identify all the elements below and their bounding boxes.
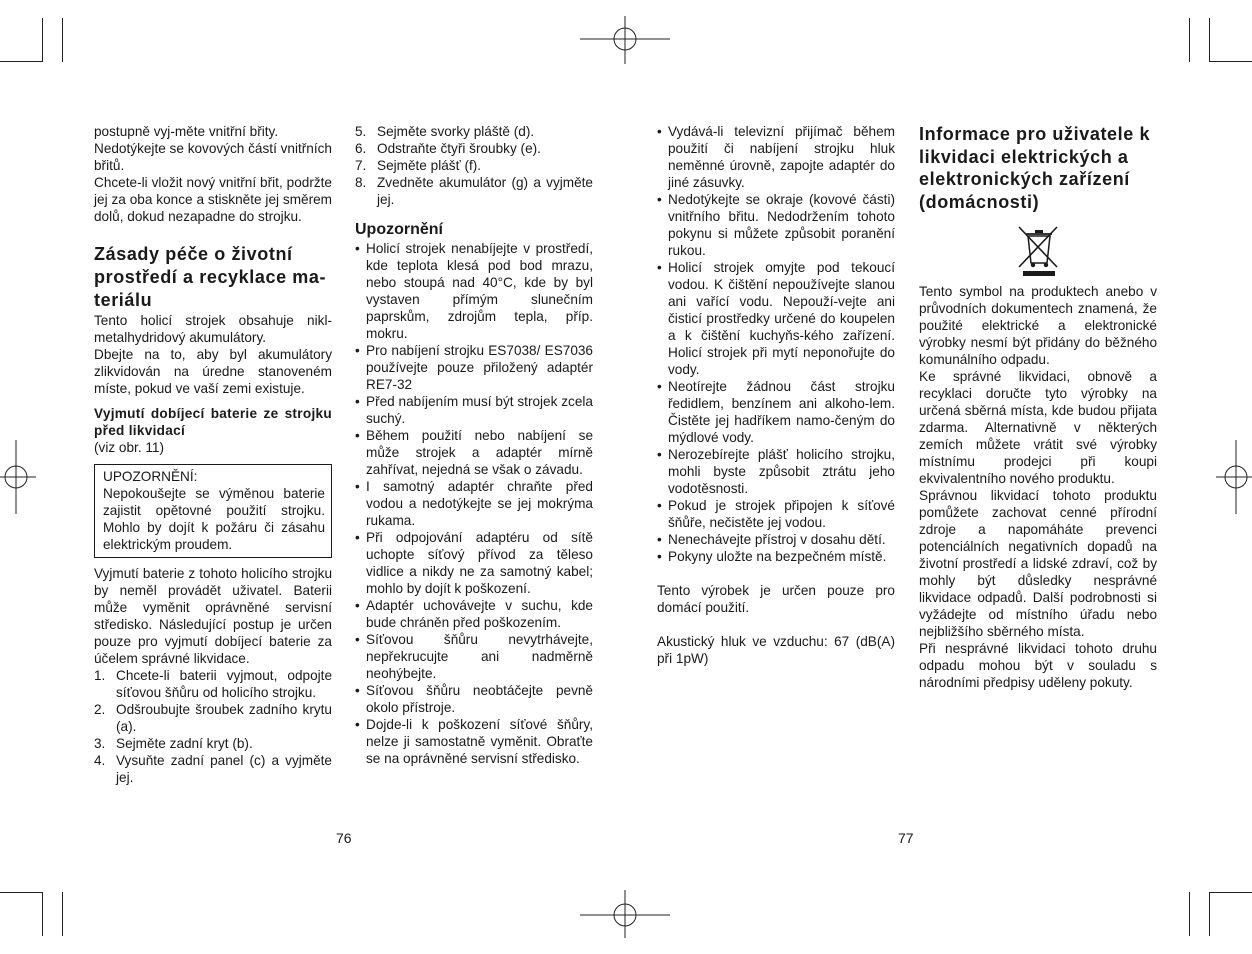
paragraph: Nedotýkejte se kovových částí vnitřních břitů. <box>94 141 332 173</box>
page-number-right: 77 <box>898 830 914 846</box>
list-item: • Adaptér uchovávejte v suchu, kde bude chráněn před poškozením. <box>355 597 593 631</box>
list-item: 5. Sejměte svorky pláště (d). <box>355 124 535 139</box>
crop-mark <box>0 61 42 62</box>
crossed-out-wheelie-bin-icon <box>1015 225 1063 277</box>
subheading: Vyjmutí dobíjecí baterie ze strojku před likvidací <box>94 406 332 438</box>
registration-mark <box>0 440 36 514</box>
crop-mark <box>1189 892 1190 936</box>
crop-mark <box>1210 61 1252 62</box>
list-item: • Holicí strojek nenabíjejte v prostředí, kde teplota klesá pod bod mrazu, nebo stoupá nad 40°C, kde by byl vystaven přímým slunečním paprskům, zdrojům tepla, příp. mokru. <box>355 240 593 342</box>
list-item: • Během použití nebo nabíjení se může strojek a adaptér mírně zahřívat, nejedná se však o závadu. <box>355 427 593 478</box>
list-item: • Dojde-li k poškození síťové šňůry, nelze ji samostatně vyměnit. Obraťte se na oprávněné servisní středisko. <box>355 716 593 767</box>
list-item: • Při odpojování adaptéru od sítě uchopte síťový přívod za těleso vidlice a nikdy ne za samotný kabel; mohlo by dojít k poškození. <box>355 529 593 597</box>
crop-mark <box>62 892 63 936</box>
bullet-list <box>657 123 895 565</box>
warning-title: UPOZORNĚNÍ: <box>103 469 198 484</box>
page-number-left: 76 <box>336 830 352 846</box>
list-item: • I samotný adaptér chraňte před vodou a nedotýkejte se jej mokrýma rukama. <box>355 478 593 529</box>
list-item: • Síťovou šňůru nevytrhávejte, nepřekrucujte ani nadměrně neohýbejte. <box>355 631 593 682</box>
column-1 <box>94 123 332 786</box>
list-item: 4. Vysuňte zadní panel (c) a vyjměte jej. <box>94 753 332 785</box>
list-item: • Neotírejte žádnou část strojku ředidlem, benzínem ani alkoho-lem. Čistěte jej hadříkem namo-čeným do mýdlové vody. <box>657 378 895 446</box>
list-item: 2. Odšroubujte šroubek zadního krytu (a). <box>94 702 332 734</box>
warning-box <box>94 464 332 558</box>
warning-text: Nepokoušejte se výměnou baterie zajistit opětovné použití strojku. Mohlo by dojít k požáru či zásahu elektrickým proudem. <box>103 486 325 552</box>
section-heading: Informace pro uživatele k likvidaci elektrických a elektronických zařízení (domácnosti) <box>919 124 1151 212</box>
paragraph: Tento holicí strojek obsahuje nikl-metalhydridový akumulátory. <box>94 313 332 345</box>
crop-mark <box>1209 892 1210 936</box>
list-item: • Pro nabíjení strojku ES7038/ ES7036 používejte pouze přiložený adaptér RE7-32 <box>355 342 593 393</box>
steps-list <box>94 667 332 786</box>
list-item: • Síťovou šňůru neobtáčejte pevně okolo přístroje. <box>355 682 593 716</box>
paragraph: Tento výrobek je určen pouze pro domácí použití. <box>657 583 895 615</box>
list-item: • Vydává-li televizní přijímač během použití či nabíjení strojku hluk neměnné úrovně, zapojte adaptér do jiné zásuvky. <box>657 123 895 191</box>
registration-mark <box>1216 440 1252 514</box>
paragraph: postupně vyj-měte vnitřní břity. <box>94 124 279 139</box>
crop-mark <box>1209 18 1210 62</box>
paragraph: Ke správné likvidaci, obnově a recyklaci doručte tyto výrobky na určená sběrná místa, kde budou přijata zdarma. Alternativně v některých zemích můžete vrátit své výrobky místnímu prodejci při koupi ekvivalentního nového produktu. <box>919 369 1157 486</box>
registration-mark <box>580 890 670 938</box>
list-item: 1. Chcete-li baterii vyjmout, odpojte síťovou šňůru od holicího strojku. <box>94 668 332 700</box>
paragraph: Vyjmutí baterie z tohoto holicího strojku by neměl provádět uživatel. Baterii může vyměnit oprávněné servisní středisko. Následující postup je určen pouze pro vyjmutí dobíjecí baterie za účelem správné likvidace. <box>94 566 332 666</box>
section-heading: Upozornění <box>355 221 443 238</box>
list-item: • Pokyny uložte na bezpečném místě. <box>657 548 895 565</box>
paragraph: Dbejte na to, aby byl akumulátory zlikvidován na úredne stanoveném míste, pokud ve vaší zemi existuje. <box>94 347 332 396</box>
crop-mark <box>42 18 43 62</box>
list-item: • Před nabíjením musí být strojek zcela suchý. <box>355 393 593 427</box>
list-item: • Nedotýkejte se okraje (kovové části) vnitřního břitu. Nedodržením tohoto pokynu si můžete způsobit poranění rukou. <box>657 191 895 259</box>
list-item: 3. Sejměte zadní kryt (b). <box>94 736 253 751</box>
list-item: • Holicí strojek omyjte pod tekoucí vodou. K čištění nepoužívejte slanou ani vařící vodu. Nepouží-vejte ani čisticí prostředky určené do koupelen a k čištění kuchyňs-kého zařízení. Holicí strojek při mytí neponořujte do vody. <box>657 259 895 378</box>
crop-mark <box>1189 18 1190 62</box>
paragraph: Akustický hluk ve vzduchu: 67 (dB(A) při 1pW) <box>657 634 895 666</box>
column-4 <box>919 123 1157 691</box>
paragraph: Tento symbol na produktech anebo v průvodních dokumentech znamená, že použité elektrické a elektronické výrobky nesmí být přidány do běžného komunálního odpadu. <box>919 284 1157 367</box>
figure-reference: (viz obr. 11) <box>94 440 165 455</box>
bullet-list <box>355 240 593 767</box>
list-item: • Pokud je strojek připojen k síťové šňůře, nečistěte jej vodou. <box>657 497 895 531</box>
list-item: 7. Sejměte plášť (f). <box>355 158 482 173</box>
steps-list <box>355 123 593 208</box>
list-item: 8. Zvedněte akumulátor (g) a vyjměte jej. <box>355 175 593 207</box>
crop-mark <box>1210 892 1252 893</box>
registration-mark <box>580 16 670 64</box>
paragraph: Správnou likvidací tohoto produktu pomůžete zachovat cenné přírodní zdroje a napomáháte prevenci potenciálních negativních dopadů na životní prostředí a lidské zdraví, což by mohly být důsledky nesprávné likvidace odpadů. Další podrobnosti si vyžádejte od místního úřadu nebo nejbližšího sběrného místa. <box>919 488 1157 639</box>
list-item: • Nerozebírejte plášť holicího strojku, mohli byste způsobit ztrátu jeho vodotěsnosti. <box>657 446 895 497</box>
crop-mark <box>42 892 43 936</box>
list-item: 6. Odstraňte čtyři šroubky (e). <box>355 141 541 156</box>
crop-mark <box>0 892 42 893</box>
column-2 <box>355 123 593 767</box>
paragraph: Při nesprávné likvidaci tohoto druhu odpadu mohou být v souladu s národními předpisy uděleny pokuty. <box>919 641 1157 690</box>
column-3 <box>657 123 895 667</box>
paragraph: Chcete-li vložit nový vnitřní břit, podržte jej za oba konce a stiskněte jej směrem dolů, dokud nezapadne do strojku. <box>94 175 332 224</box>
section-heading: Zásady péče o životní prostředí a recyklace ma-teriálu <box>94 244 327 310</box>
crop-mark <box>62 18 63 62</box>
list-item: • Nenechávejte přístroj v dosahu dětí. <box>657 531 895 548</box>
